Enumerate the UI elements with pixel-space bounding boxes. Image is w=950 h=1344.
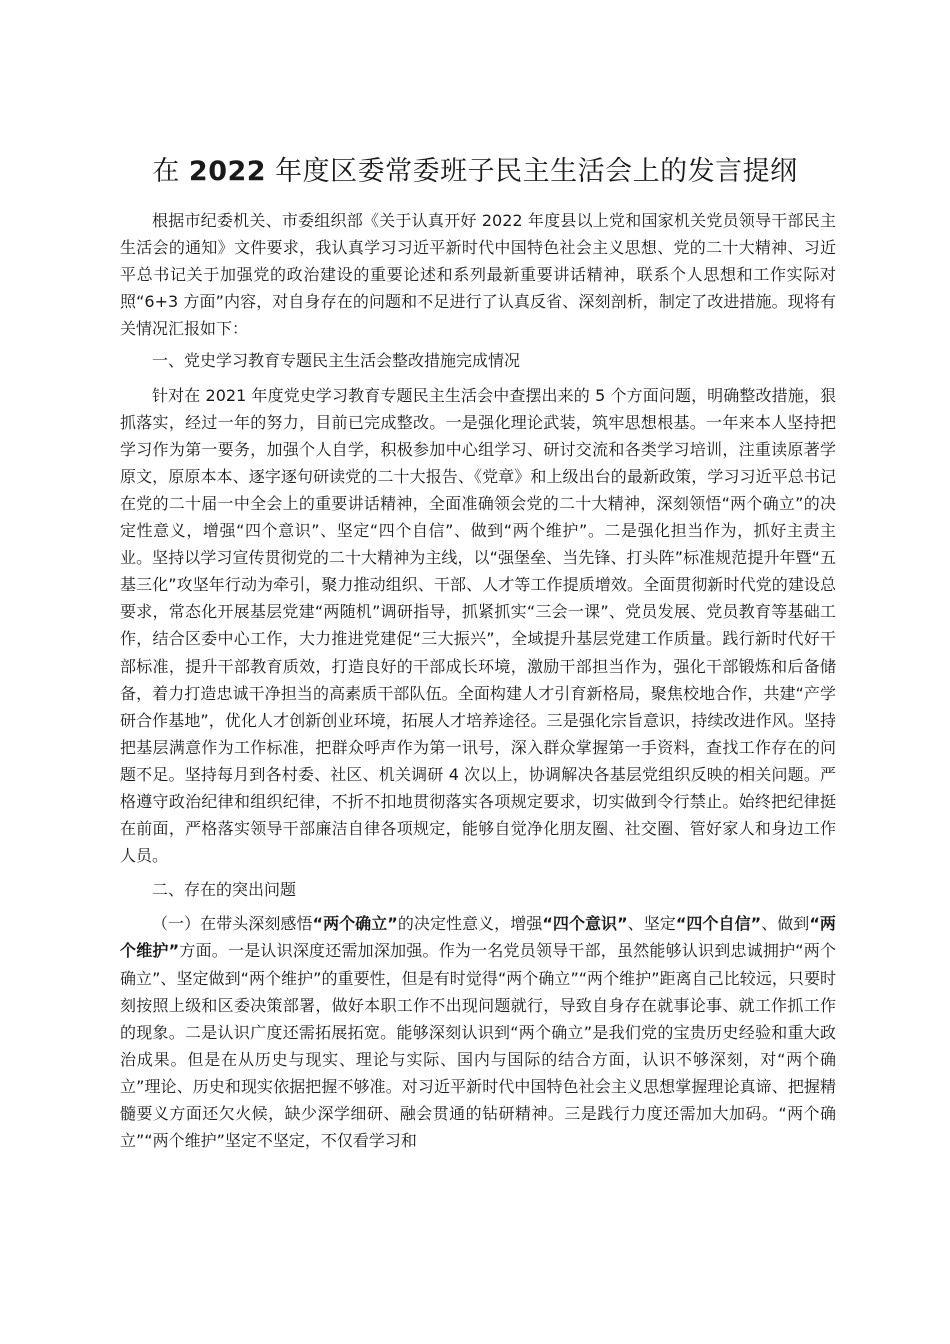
s2-text-g: 、做到 — [761, 914, 810, 934]
document-body — [120, 207, 836, 1154]
title-year: 2022 — [188, 156, 267, 187]
section-1-paragraph: 针对在 2021 年度党史学习教育专题民主生活会中查摆出来的 5 个方面问题，明确整改措施，狠抓落实，经过一年的努力，目前已完成整改。一是强化理论武装，筑牢思想根基。一年来本人坚持把学习作为第一要务，加强个人自学，积极参加中心组学习、研讨交流和各类学习培训，注重读原著学原文，原原本本、逐字逐句研读党的二十大报告、《党章》和上级出台的最新政策，学习习近平总书记在党的二十届一中全会上的重要讲话精神，全面准确领会党的二十大精神，深刻领悟“两个确立”的决定性意义，增强“四个意识”、坚定“四个自信”、做到“两个维护”。二是强化担当作为，抓好主责主业。坚持以学习宣传贯彻党的二十大精神为主线，以“强堡垒、当先锋、打头阵”标准规范提升年暨“五基三化”攻坚年行动为牵引，聚力推动组织、干部、人才等工作提质增效。全面贯彻新时代党的建设总要求，常态化开展基层党建“两随机”调研指导，抓紧抓实“三会一课”、党员发展、党员教育等基础工作，结合区委中心工作，大力推进党建促“三大振兴”，全域提升基层党建工作质量。践行新时代好干部标准，提升干部教育质效，打造良好的干部成长环境，激励干部担当作为，强化干部锻炼和后备储备，着力打造忠诚干净担当的高素质干部队伍。全面构建人才引育新格局，聚焦校地合作，共建“产学研合作基地”，优化人才创新创业环境，拓展人才培养途径。三是强化宗旨意识，持续改进作风。坚持把基层满意作为工作标准，把群众呼声作为第一讯号，深入群众掌握第一手资料，查找工作存在的问题不足。坚持每月到各村委、社区、机关调研 4 次以上，协调解决各基层党组织反映的相关问题。严格遵守政治纪律和组织纪律，不折不扣地贯彻落实各项规定要求，切实做到令行禁止。始终把纪律挺在前面，严格落实领导干部廉洁自律各项规定，能够自觉净化朋友圈、社交圈、管好家人和身边工作人员。 — [120, 385, 836, 866]
s2-bold-four-confidence: “四个自信” — [675, 914, 762, 934]
s2-text-i: 方面。一是认识深度还需加深加强。作为一名党员领导干部，虽然能够认识到忠诚拥护“两个确立”、坚定做到“两个维护”的重要性，但是有时觉得“两个确立”“两个维护”距离自己比较远，只要时刻按照上级和区委决策部署，做好本职工作不出现问题就行，导致自身存在就事论事、就工作抓工作的现象。二是认识广度还需拓展拓宽。能够深刻认识到“两个确立”是我们党的宝贵历史经验和重大政治成果。但是在从历史与现实、理论与实际、国内与国际的结合方面，认识不够深刻，对“两个确立”理论、历史和现实依据把握不够准。对习近平新时代中国特色社会主义思想掌握理论真谛、把握精髓要义方面还欠火候，缺少深学细研、融会贯通的钻研精神。三是践行力度还需加大加码。“两个确立”“两个维护”坚定不坚定，不仅看学习和 — [120, 941, 836, 1151]
title-suffix: 年度区委常委班子民主生活会上的发言提纲 — [275, 156, 798, 187]
intro-paragraph: 根据市纪委机关、市委组织部《关于认真开好 2022 年度县以上党和国家机关党员领导干部民主生活会的通知》文件要求，我认真学习习近平新时代中国特色社会主义思想、党的二十大精神、习近平总书记关于加强党的政治建设的重要论述和系列最新重要讲话精神，联系个人思想和工作实际对照“6+3 方面”内容，对自身存在的问题和不足进行了认真反省、深刻剖析，制定了改进措施。现将有关情况汇报如下： — [120, 211, 836, 339]
s2-bold-four-consciousness: “四个意识” — [542, 914, 628, 934]
title-prefix: 在 — [152, 156, 180, 187]
s2-text-c: 的决定性意义，增强 — [397, 914, 543, 934]
s2-bold-two-establish: “两个确立” — [312, 914, 398, 934]
s2-bold-two-safeguard: “两个维护” — [120, 914, 836, 961]
document-title — [0, 152, 950, 192]
section-1-heading: 一、党史学习教育专题民主生活会整改措施完成情况 — [152, 351, 521, 371]
s2-text-a: （一）在带头深刻感悟 — [152, 914, 313, 934]
section-2-heading: 二、存在的突出问题 — [152, 880, 297, 900]
section-2-paragraph-1 — [120, 910, 836, 1154]
s2-text-e: 、坚定 — [627, 914, 676, 934]
